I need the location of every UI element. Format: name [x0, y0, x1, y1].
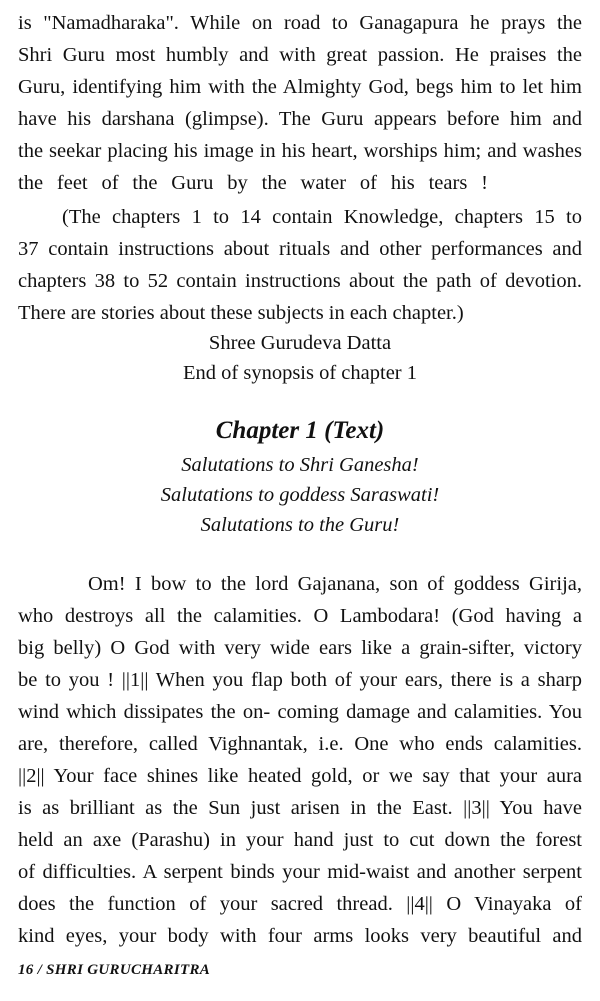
- chapter-text-line: ||2|| Your face shines like heated gold, or we say that your aura: [18, 765, 582, 787]
- chapter-text-line: Om! I bow to the lord Gajanana, son of goddess Girija,: [88, 573, 582, 595]
- chapter-text-line: of difficulties. A serpent binds your mid-waist and another serpent: [18, 861, 582, 883]
- synopsis-line: Guru, identifying him with the Almighty God, begs him to let him: [18, 76, 582, 98]
- invocation: Shree Gurudeva Datta: [208, 332, 392, 354]
- synopsis-line: the feet of the Guru by the water of his tears !: [18, 172, 488, 194]
- salutation-line: Salutations to the Guru!: [200, 514, 400, 536]
- chapter-text-line: kind eyes, your body with four arms looks very beautiful and: [18, 925, 582, 947]
- page-footer: 16 / SHRI GURUCHARITRA: [18, 962, 211, 978]
- chapter-title: Chapter 1 (Text): [215, 417, 385, 444]
- chapter-note-line: There are stories about these subjects in each chapter.): [18, 302, 464, 324]
- chapter-text-line: big belly) O God with very wide ears like a grain-sifter, victory: [18, 637, 582, 659]
- synopsis-line: Shri Guru most humbly and with great passion. He praises the: [18, 44, 582, 66]
- chapter-text-line: be to you ! ||1|| When you flap both of your ears, there is a sharp: [18, 669, 582, 691]
- chapter-note-line: (The chapters 1 to 14 contain Knowledge, chapters 15 to: [62, 206, 582, 228]
- synopsis-line: is "Namadharaka". While on road to Ganagapura he prays the: [18, 12, 582, 34]
- synopsis-line: the seekar placing his image in his heart, worships him; and washes: [18, 140, 582, 162]
- synopsis-line: have his darshana (glimpse). The Guru appears before him and: [18, 108, 582, 130]
- chapter-text-line: wind which dissipates the on- coming damage and calamities. You: [18, 701, 582, 723]
- chapter-text-line: who destroys all the calamities. O Lambodara! (God having a: [18, 605, 582, 627]
- chapter-note-line: chapters 38 to 52 contain instructions about the path of devotion.: [18, 270, 582, 292]
- chapter-note-line: 37 contain instructions about rituals and other performances and: [18, 238, 582, 260]
- end-of-synopsis: End of synopsis of chapter 1: [183, 362, 417, 384]
- salutation-line: Salutations to Shri Ganesha!: [181, 454, 419, 476]
- chapter-text-line: is as brilliant as the Sun just arisen in the East. ||3|| You have: [18, 797, 582, 819]
- chapter-text-line: does the function of your sacred thread. ||4|| O Vinayaka of: [18, 893, 582, 915]
- chapter-text-line: held an axe (Parashu) in your hand just to cut down the forest: [18, 829, 582, 851]
- salutation-line: Salutations to goddess Saraswati!: [160, 484, 440, 506]
- chapter-text-line: are, therefore, called Vighnantak, i.e. One who ends calamities.: [18, 733, 582, 755]
